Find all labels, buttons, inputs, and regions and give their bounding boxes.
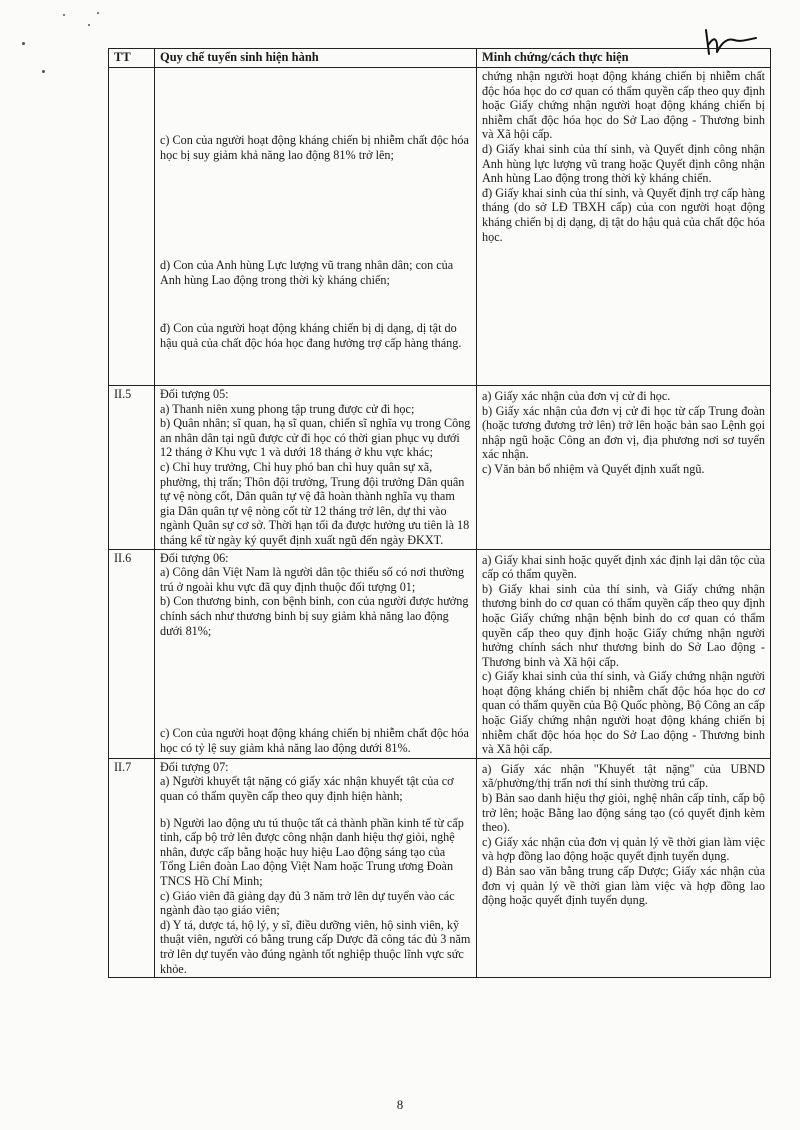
evidence-item: d) Bản sao văn bằng trung cấp Dược; Giấy xác nhận của đơn vị quản lý về thời gian làm việc và hợp đồng lao động hoặc quyết định tuyển dụng. — [482, 864, 765, 908]
evidence-item: c) Văn bản bổ nhiệm và Quyết định xuất ngũ. — [482, 461, 705, 476]
evidence-item: c) Giấy xác nhận của đơn vị quản lý về thời gian làm việc và hợp đồng lao động hoặc quyết định tuyển dụng. — [482, 834, 765, 864]
rule-item: c) Chỉ huy trưởng, Chỉ huy phó ban chỉ huy quân sự xã, phường, thị trấn; Thôn đội trưởng, Trung đội trưởng Dân quân tự vệ nòng cốt, Dân quân tự vệ đã hoàn thành nghĩa vụ tham gia Dân quân tự vệ nòng cốt từ 12 tháng trở lên, dự thi vào ngành Quân sự cơ sở. Thời hạn tối đa được hưởng ưu tiên là 18 tháng kể từ ngày ký quyết định xuất ngũ đến ngày ĐKXT. — [160, 459, 470, 547]
rule-item: Đối tượng 05: — [160, 387, 229, 401]
row-tt — [109, 68, 155, 386]
table-header-row — [109, 49, 771, 68]
rule-item: a) Thanh niên xung phong tập trung được cử đi học; — [160, 401, 415, 416]
rule-item: b) Con thương binh, con bệnh binh, con của người được hưởng chính sách như thương binh bị suy giảm khả năng lao động dưới 81%; — [160, 594, 469, 638]
rule-item: d) Con của Anh hùng Lực lượng vũ trang nhân dân; con của Anh hùng Lao động trong thời kỳ kháng chiến; — [160, 258, 454, 287]
page-number: 8 — [396, 1097, 404, 1112]
rule-cell — [155, 549, 477, 758]
rule-item: a) Người khuyết tật nặng có giấy xác nhận khuyết tật của cơ quan có thẩm quyền cấp theo quy định hiện hành; — [160, 774, 454, 804]
scan-speck — [22, 42, 25, 45]
table-row — [109, 758, 771, 977]
scan-speck — [42, 70, 45, 73]
rule-item: b) Người lao động ưu tú thuộc tất cả thành phần kinh tế từ cấp tỉnh, cấp bộ trở lên được công nhận danh hiệu thợ giỏi, nghệ nhân, được cấp bằng hoặc huy hiệu Lao động sáng tạo của Tổng Liên đoàn Lao động Việt Nam hoặc Trung ương Đoàn TNCS Hồ Chí Minh; — [160, 815, 464, 888]
evidence-item: b) Bản sao danh hiệu thợ giỏi, nghệ nhân cấp tỉnh, cấp bộ trở lên; hoặc Bằng lao động sáng tạo (có quyết định kèm theo). — [482, 791, 765, 835]
evidence-item: a) Giấy khai sinh hoặc quyết định xác định lại dân tộc của cấp có thẩm quyền. — [482, 552, 765, 582]
evidence-item: a) Giấy xác nhận "Khuyết tật nặng" của UBND xã/phường/thị trấn nơi thí sinh thường trú cấp. — [482, 761, 765, 791]
scan-speck — [88, 24, 90, 26]
evidence-cell — [477, 549, 771, 758]
rule-item: d) Y tá, dược tá, hộ lý, y sĩ, điều dưỡng viên, hộ sinh viên, kỹ thuật viên, người có bằng trung cấp Dược đã công tác đủ 3 năm trở lên dự tuyển vào đúng ngành tốt nghiệp thuộc lĩnh vực sức khỏe. — [160, 917, 471, 976]
header-tt: TT — [109, 49, 155, 68]
header-evidence: Minh chứng/cách thực hiện — [477, 49, 771, 68]
evidence-item: a) Giấy xác nhận của đơn vị cử đi học. — [482, 389, 671, 403]
row-tt: II.5 — [109, 386, 155, 550]
evidence-cell — [477, 758, 771, 977]
evidence-cell — [477, 68, 771, 386]
rule-item: a) Công dân Việt Nam là người dân tộc thiểu số có nơi thường trú ở ngoài khu vực đã quy định thuộc đối tượng 01; — [160, 565, 465, 594]
rule-item: đ) Con của người hoạt động kháng chiến bị dị dạng, dị tật do hậu quả của chất độc hóa học đang hưởng trợ cấp hàng tháng. — [160, 321, 462, 350]
rule-item: Đối tượng 06: — [160, 550, 229, 565]
evidence-item: d) Giấy khai sinh của thí sinh, và Quyết định công nhận Anh hùng lực lượng vũ trang hoặc Quyết định công nhận Anh hùng Lao động trong thời kỳ kháng chiến. — [482, 141, 765, 186]
rule-cell — [155, 758, 477, 977]
scan-speck — [97, 12, 99, 14]
table-row — [109, 549, 771, 758]
rule-item: c) Con của người hoạt động kháng chiến bị nhiễm chất độc hóa học có tỷ lệ suy giảm khả năng lao động dưới 81%. — [160, 726, 469, 755]
evidence-item: b) Giấy khai sinh của thí sinh, và Giấy chứng nhận thương binh do cơ quan có thẩm quyền cấp theo quy định hoặc Giấy chứng nhận bệnh binh do cơ quan có thẩm quyền cấp theo quy định hoặc Giấy chứng nhận người hưởng chính sách như thương binh do Sở Lao động - Thương binh và Xã hội cấp. — [482, 581, 765, 669]
evidence-item: đ) Giấy khai sinh của thí sinh, và Quyết định trợ cấp hàng tháng (do sở LĐ TBXH cấp) của con người hoạt động kháng chiến bị dị dạng, dị tật do hậu quả của chất độc hóa học. — [482, 185, 765, 244]
table-row — [109, 68, 771, 386]
row-tt: II.7 — [109, 758, 155, 977]
rule-item: Đối tượng 07: — [160, 759, 229, 774]
rule-cell — [155, 68, 477, 386]
evidence-cell — [477, 386, 771, 550]
evidence-item: chứng nhận người hoạt động kháng chiến bị nhiễm chất độc hóa học do cơ quan có thẩm quyền cấp theo quy định hoặc Giấy chứng nhận người hoạt động kháng chiến bị nhiễm chất độc hóa học do Sở Lao động - Thương binh và Xã hội cấp. — [482, 69, 765, 142]
rule-cell — [155, 386, 477, 550]
header-rule: Quy chế tuyển sinh hiện hành — [155, 49, 477, 68]
admission-priority-table — [108, 48, 771, 978]
row-tt: II.6 — [109, 549, 155, 758]
rule-item: b) Quân nhân; sĩ quan, hạ sĩ quan, chiến sĩ nghĩa vụ trong Công an nhân dân tại ngũ được cử đi học có thời gian phục vụ dưới 12 tháng ở Khu vực 1 và dưới 18 tháng ở khu vực khác; — [160, 416, 471, 460]
rule-item: c) Con của người hoạt động kháng chiến bị nhiễm chất độc hóa học bị suy giảm khả năng lao động 81% trở lên; — [160, 133, 469, 162]
evidence-item: b) Giấy xác nhận của đơn vị cử đi học từ cấp Trung đoàn (hoặc tương đương trở lên) trở lên hoặc bản sao Lệnh gọi nhập ngũ hoặc Công an đơn vị, địa phương nơi sơ tuyển xác nhận. — [482, 403, 765, 462]
evidence-item: c) Giấy khai sinh của thí sinh, và Giấy chứng nhận người hoạt động kháng chiến bị nhiễm chất độc hóa học do cơ quan có thẩm quyền của Bộ Quốc phòng, Bộ Công an cấp hoặc Giấy chứng nhận người hoạt động kháng chiến bị nhiễm chất độc hóa học do Sở Lao động - Thương binh và Xã hội cấp. — [482, 669, 765, 757]
scan-speck — [63, 14, 65, 16]
table-row — [109, 386, 771, 550]
rule-item: c) Giáo viên đã giảng dạy đủ 3 năm trở lên dự tuyển vào các ngành đào tạo giáo viên; — [160, 888, 455, 918]
